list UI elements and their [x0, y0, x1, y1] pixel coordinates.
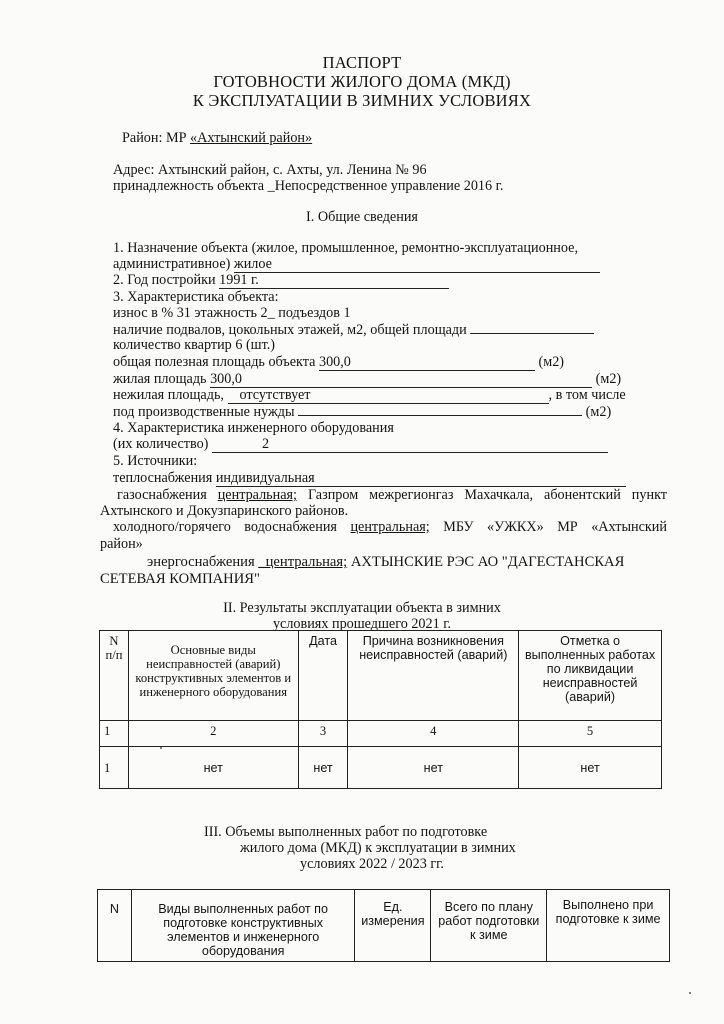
equipment-value	[212, 436, 608, 453]
year-label: 2. Год постройки	[113, 272, 220, 288]
section2-title2: условиях прошедшего 2021 г.	[272, 616, 452, 632]
table2-header-cause: Причина возникновения неисправностей (аварий)	[348, 631, 519, 721]
table3-header-types: Виды выполненных работ по подготовке конструктивных элементов и инженерного оборудования	[131, 890, 354, 962]
table2-header-n: N п/п	[100, 631, 129, 721]
industrial-line	[113, 403, 611, 420]
basement-blank	[470, 321, 594, 334]
doc-title-line1: ПАСПОРТ	[322, 53, 402, 72]
table2-num-2: 2	[128, 721, 298, 747]
table-row	[100, 747, 662, 789]
water-rest: МБУ «УЖКХ» МР «Ахтынский	[429, 519, 667, 535]
purpose-value-text: жилое	[233, 256, 272, 272]
basement-line	[113, 321, 594, 338]
power-label: энергоснабжения	[147, 554, 259, 570]
table2-row-cause: нет	[348, 747, 519, 789]
water-line2: район»	[100, 536, 143, 552]
nonliving-value	[228, 387, 549, 404]
purpose-label: административное)	[113, 256, 234, 272]
district-line	[122, 130, 312, 146]
water-value: центральная;	[350, 519, 430, 535]
purpose-line2	[113, 256, 600, 273]
water-line	[113, 519, 667, 535]
gas-value: центральная;	[217, 487, 297, 503]
table2-header-types: Основные виды неисправностей (аварий) конструктивных элементов и инженерного оборудования	[128, 631, 298, 721]
living-value	[210, 371, 592, 388]
heat-line	[113, 470, 626, 487]
equipment-label: (их количество)	[113, 436, 212, 452]
equipment-value-text: 2	[261, 436, 270, 452]
useful-area-line	[113, 354, 564, 371]
living-label: жилая площадь	[113, 371, 211, 387]
table2-num-1: 1	[100, 721, 129, 747]
failures-table	[99, 630, 662, 789]
useful-value	[319, 354, 535, 371]
equipment-title: 4. Характеристика инженерного оборудования	[113, 420, 394, 436]
failures-table-header	[100, 631, 662, 721]
living-unit: (м2)	[595, 371, 622, 387]
year-line	[113, 272, 449, 289]
works-table	[97, 889, 670, 962]
useful-label: общая полезная площадь объекта	[113, 354, 319, 370]
ownership-line: принадлежность объекта _Непосредственное управление 2016 г.	[113, 178, 504, 194]
district-label: Район: МР	[122, 130, 191, 146]
district-value: «Ахтынский район»	[190, 130, 313, 146]
nonliving-label: нежилая площадь,	[113, 387, 228, 403]
wear-line: износ в % 31 этажность 2_ подъездов 1	[113, 305, 351, 321]
year-value-text: 1991 г.	[219, 272, 259, 288]
industrial-label: под производственные нужды	[113, 404, 299, 420]
table2-row-types: нет	[128, 747, 298, 789]
gas-line2: Ахтынского и Докузпаринского районов.	[100, 503, 349, 519]
purpose-line1: 1. Назначение объекта (жилое, промышленное, ремонтно-эксплуатационное,	[113, 240, 578, 256]
nonliving-value-text: отсутствует	[239, 387, 311, 403]
table2-header-date: Дата	[298, 631, 348, 721]
section2-title1: II. Результаты эксплуатации объекта в зимних	[223, 600, 501, 616]
char-title: 3. Характеристика объекта:	[113, 289, 279, 305]
water-label: холодного/горячего водоснабжения	[113, 519, 351, 535]
industrial-blank	[298, 403, 582, 416]
sources-title: 5. Источники:	[113, 453, 198, 469]
apartments-line: количество квартир 6 (шт.)	[113, 337, 276, 353]
useful-value-text: 300,0	[318, 354, 351, 370]
table3-header-plan: Всего по плану работ подготовки к зиме	[431, 890, 547, 962]
gas-label: газоснабжения	[117, 487, 218, 503]
scan-speck	[689, 992, 691, 994]
power-line2: СЕТЕВАЯ КОМПАНИЯ"	[100, 571, 260, 587]
section3-title1: III. Объемы выполненных работ по подготовке	[204, 824, 488, 840]
heat-value	[216, 470, 626, 487]
equipment-line	[113, 436, 608, 453]
power-line	[147, 554, 624, 570]
nonliving-area-line	[113, 387, 626, 404]
section1-title: I. Общие сведения	[306, 209, 418, 225]
table3-header-done: Выполнено при подготовке к зиме	[547, 890, 670, 962]
doc-title-line3: К ЭКСПЛУАТАЦИИ В ЗИМНИХ УСЛОВИЯХ	[192, 91, 532, 110]
section3-title2: жилого дома (МКД) к эксплуатации в зимних	[240, 840, 516, 856]
power-value: _центральная;	[258, 554, 348, 570]
scan-speck	[160, 747, 162, 749]
purpose-value	[234, 256, 600, 273]
works-table-header	[98, 890, 670, 962]
section3-title3: условиях 2022 / 2023 гг.	[300, 856, 444, 872]
industrial-unit: (м2)	[585, 404, 612, 420]
table2-num-3: 3	[298, 721, 348, 747]
gas-rest: Газпром межрегионгаз Махачкала, абонентский пункт	[297, 487, 667, 503]
year-value	[219, 272, 449, 289]
failures-table-numbers	[100, 721, 662, 747]
table2-num-4: 4	[348, 721, 519, 747]
living-value-text: 300,0	[210, 371, 242, 387]
basement-label: наличие подвалов, цокольных этажей, м2, общей площади	[113, 322, 471, 338]
heat-label: теплоснабжения	[113, 470, 216, 486]
table2-row-date: нет	[298, 747, 348, 789]
table2-row-mark: нет	[519, 747, 662, 789]
heat-value-text: индивидуальная	[215, 470, 315, 486]
power-rest: АХТЫНСКИЕ РЭС АО "ДАГЕСТАНСКАЯ	[347, 554, 625, 570]
table3-header-n: N	[98, 890, 132, 962]
doc-title-line2: ГОТОВНОСТИ ЖИЛОГО ДОМА (МКД)	[213, 72, 511, 91]
gas-line	[117, 487, 667, 503]
nonliving-suffix: , в том числе	[548, 387, 626, 403]
address-line: Адрес: Ахтынский район, с. Ахты, ул. Ленина № 96	[113, 162, 427, 178]
table3-header-unit: Ед. измерения	[355, 890, 431, 962]
table2-num-5: 5	[519, 721, 662, 747]
table2-header-mark: Отметка о выполненных работах по ликвидации неисправностей (аварий)	[519, 631, 662, 721]
table2-row-n: 1	[100, 747, 129, 789]
living-area-line	[113, 371, 621, 388]
useful-unit: (м2)	[538, 354, 565, 370]
